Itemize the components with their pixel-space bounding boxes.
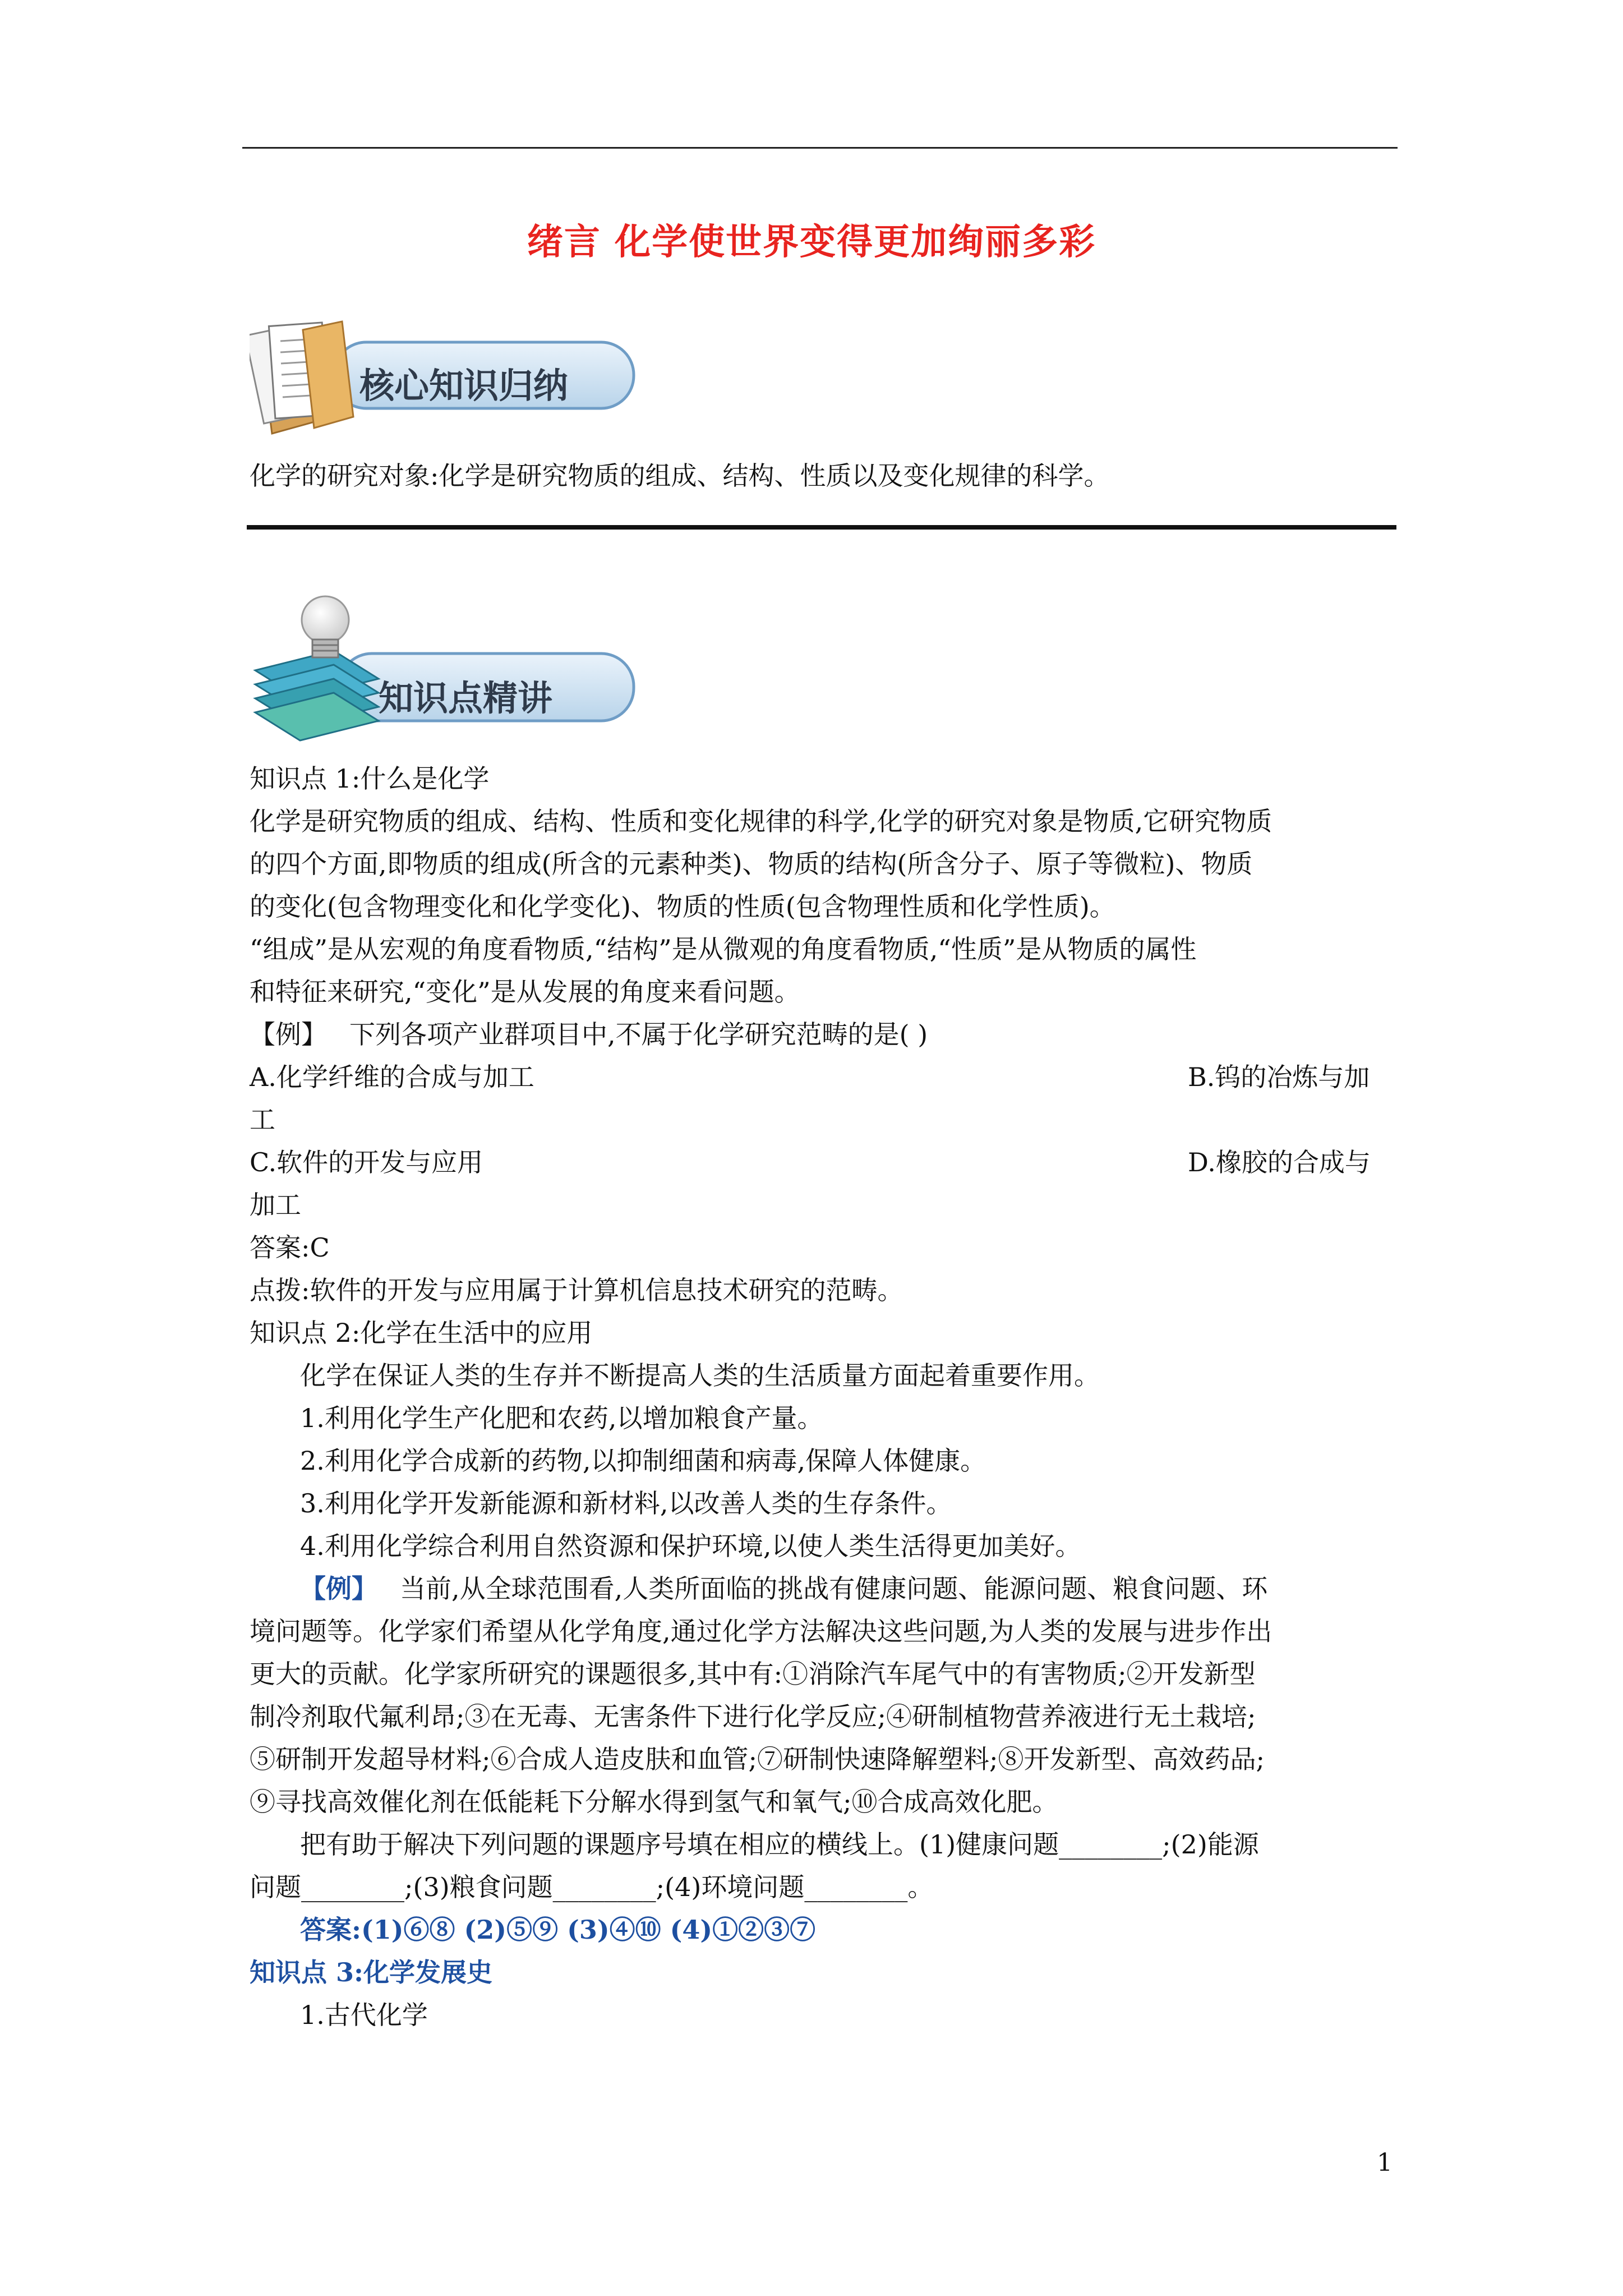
core-knowledge-label: 核心知识归纳 bbox=[359, 365, 569, 406]
kp2-example-line: 境问题等。化学家们希望从化学角度,通过化学方法解决这些问题,为人类的发展与进步作出 bbox=[250, 1616, 1272, 1646]
knowledge-points-banner bbox=[250, 586, 642, 749]
kp3-heading: 知识点 3:化学发展史 bbox=[250, 1957, 493, 1987]
example-tag: 【例】 bbox=[300, 1573, 377, 1604]
kp2-example-line: ⑤研制开发超导材料;⑥合成人造皮肤和血管;⑦研制快速降解塑料;⑧开发新型、高效药品; bbox=[250, 1744, 1265, 1774]
kp2-example-line: 制冷剂取代氟利昂;③在无毒、无害条件下进行化学反应;④研制植物营养液进行无土栽培; bbox=[250, 1701, 1256, 1732]
kp1-para-line: 和特征来研究,“变化”是从发展的角度来看问题。 bbox=[250, 977, 800, 1007]
kp2-line: 3.利用化学开发新能源和新材料,以改善人类的生存条件。 bbox=[300, 1488, 952, 1519]
kp3-item: 1.古代化学 bbox=[300, 2000, 428, 2030]
kp2-answer bbox=[300, 1908, 815, 1951]
kp2-line: 化学在保证人类的生存并不断提高人类的生活质量方面起着重要作用。 bbox=[300, 1360, 1100, 1391]
option-d-continued: 加工 bbox=[250, 1190, 301, 1220]
kp2-fill-line: 把有助于解决下列问题的课题序号填在相应的横线上。(1)健康问题________;(2)能源 bbox=[300, 1829, 1259, 1860]
option-b-continued: 工 bbox=[250, 1105, 275, 1135]
kp2-heading: 知识点 2:化学在生活中的应用 bbox=[250, 1318, 593, 1348]
header-rule bbox=[242, 147, 1398, 149]
answer-label: 答案: bbox=[300, 1915, 361, 1945]
kp1-para-line: 的四个方面,即物质的组成(所含的元素种类)、物质的结构(所含分子、原子等微粒)、物质 bbox=[250, 849, 1253, 879]
example-first-line: 当前,从全球范围看,人类所面临的挑战有健康问题、能源问题、粮食问题、环 bbox=[400, 1573, 1268, 1604]
intro-text: 化学的研究对象:化学是研究物质的组成、结构、性质以及变化规律的科学。 bbox=[250, 461, 1110, 491]
kp1-para-line: “组成”是从宏观的角度看物质,“结构”是从微观的角度看物质,“性质”是从物质的属性 bbox=[250, 934, 1197, 964]
kp2-line: 4.利用化学综合利用自然资源和保护环境,以使人类生活得更加美好。 bbox=[300, 1531, 1081, 1561]
kp2-line: 2.利用化学合成新的药物,以抑制细菌和病毒,保障人体健康。 bbox=[300, 1446, 986, 1476]
kp1-hint: 点拨:软件的开发与应用属于计算机信息技术研究的范畴。 bbox=[250, 1275, 903, 1305]
core-knowledge-banner bbox=[250, 307, 642, 442]
kp2-example-line: 更大的贡献。化学家所研究的课题很多,其中有:①消除汽车尾气中的有害物质;②开发新型 bbox=[250, 1659, 1256, 1689]
example-question: 下列各项产业群项目中,不属于化学研究范畴的是( ) bbox=[349, 1019, 928, 1050]
kp1-heading: 知识点 1:什么是化学 bbox=[250, 763, 490, 794]
kp1-para-line: 化学是研究物质的组成、结构、性质和变化规律的科学,化学的研究对象是物质,它研究物质 bbox=[250, 806, 1272, 836]
example-tag: 【例】 bbox=[250, 1019, 327, 1050]
kp1-para-line: 的变化(包含物理变化和化学变化)、物质的性质(包含物理性质和化学性质)。 bbox=[250, 891, 1115, 922]
option-a: A.化学纤维的合成与加工 bbox=[250, 1062, 534, 1092]
kp1-example bbox=[250, 1013, 928, 1056]
books-lightbulb-icon bbox=[250, 586, 642, 749]
option-c: C.软件的开发与应用 bbox=[250, 1147, 483, 1177]
kp2-example bbox=[300, 1567, 1267, 1610]
kp2-example-line: ⑨寻找高效催化剂在低能耗下分解水得到氢气和氧气;⑩合成高效化肥。 bbox=[250, 1787, 1058, 1817]
answer-values: (1)⑥⑧ (2)⑤⑨ (3)④⑩ (4)①②③⑦ bbox=[361, 1915, 816, 1945]
page-number: 1 bbox=[1377, 2148, 1393, 2177]
page-title: 绪言 化学使世界变得更加绚丽多彩 bbox=[527, 221, 1096, 263]
option-d: D.橡胶的合成与 bbox=[1188, 1147, 1371, 1177]
kp1-answer: 答案:C bbox=[250, 1232, 330, 1263]
knowledge-points-label: 知识点精讲 bbox=[379, 678, 553, 719]
option-b: B.钨的冶炼与加 bbox=[1188, 1062, 1370, 1092]
section-divider bbox=[247, 525, 1396, 530]
kp2-fill-line: 问题________;(3)粮食问题________;(4)环境问题________。 bbox=[250, 1872, 934, 1902]
kp2-line: 1.利用化学生产化肥和农药,以增加粮食产量。 bbox=[300, 1403, 823, 1433]
